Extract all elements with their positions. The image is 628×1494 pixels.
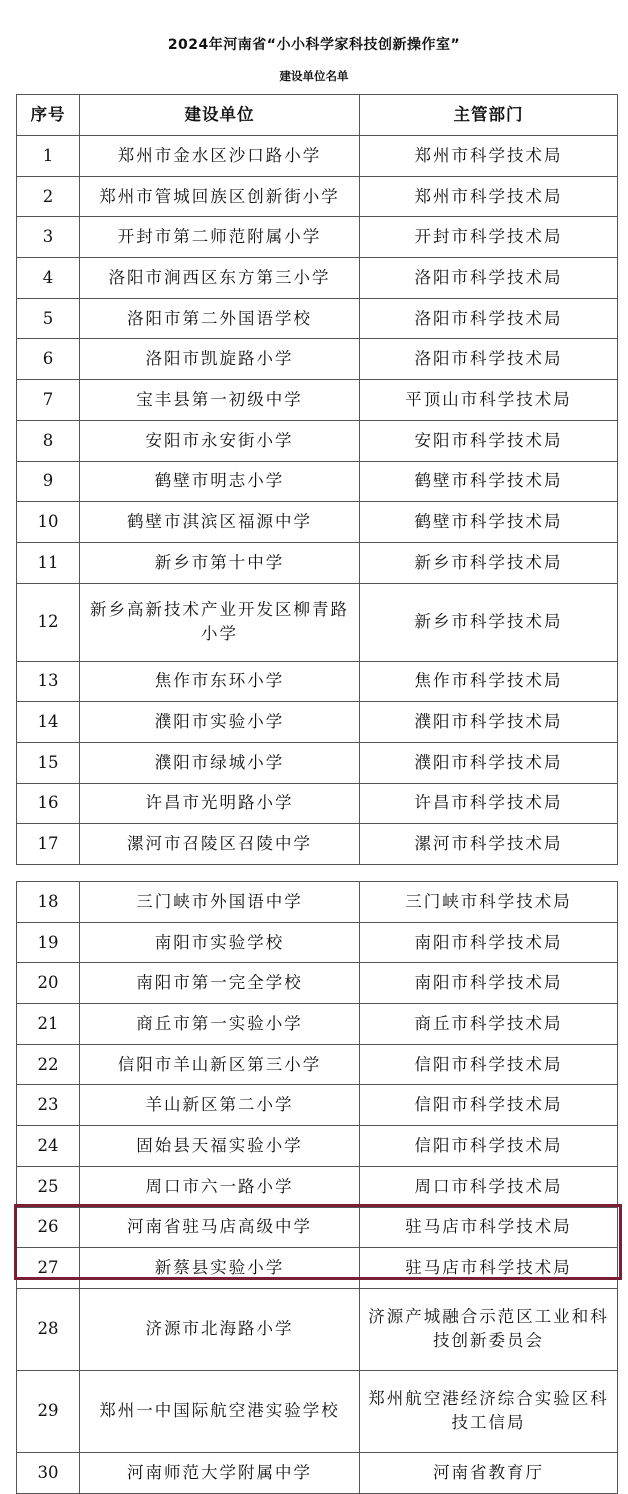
row-dept: 安阳市科学技术局 (360, 420, 618, 461)
table-row (17, 542, 618, 583)
column-header-no: 序号 (17, 95, 80, 136)
row-unit: 南阳市实验学校 (80, 922, 360, 963)
row-unit: 郑州市金水区沙口路小学 (80, 136, 360, 177)
row-number: 29 (17, 1370, 80, 1452)
row-dept: 济源产城融合示范区工业和科技创新委员会 (360, 1288, 618, 1370)
row-number: 21 (17, 1004, 80, 1045)
table-row (17, 1452, 618, 1493)
row-number: 16 (17, 783, 80, 824)
page-title: 2024年河南省“小小科学家科技创新操作室” (167, 37, 461, 53)
row-number: 15 (17, 742, 80, 783)
table-row (17, 502, 618, 543)
table-row (17, 1126, 618, 1167)
row-unit: 濮阳市实验小学 (80, 702, 360, 743)
table-row (17, 742, 618, 783)
row-dept: 漯河市科学技术局 (360, 824, 618, 865)
row-dept: 濮阳市科学技术局 (360, 742, 618, 783)
row-number: 19 (17, 922, 80, 963)
row-dept: 信阳市科学技术局 (360, 1085, 618, 1126)
table-row (17, 922, 618, 963)
table-row (17, 824, 618, 865)
row-dept: 焦作市科学技术局 (360, 661, 618, 702)
row-dept: 平顶山市科学技术局 (360, 380, 618, 421)
row-unit: 许昌市光明路小学 (80, 783, 360, 824)
row-dept: 新乡市科学技术局 (360, 542, 618, 583)
row-unit: 郑州市管城回族区创新街小学 (80, 176, 360, 217)
row-unit: 济源市北海路小学 (80, 1288, 360, 1370)
table-row (17, 583, 618, 661)
column-header-unit: 建设单位 (80, 95, 360, 136)
table-row (17, 783, 618, 824)
row-unit: 洛阳市凯旋路小学 (80, 339, 360, 380)
row-unit: 宝丰县第一初级中学 (80, 380, 360, 421)
row-dept: 洛阳市科学技术局 (360, 258, 618, 299)
row-unit: 漯河市召陵区召陵中学 (80, 824, 360, 865)
table-row (17, 1085, 618, 1126)
table-row (17, 176, 618, 217)
row-dept: 三门峡市科学技术局 (360, 882, 618, 923)
row-number: 10 (17, 502, 80, 543)
row-dept: 濮阳市科学技术局 (360, 702, 618, 743)
row-number: 28 (17, 1288, 80, 1370)
row-number: 4 (17, 258, 80, 299)
row-dept: 开封市科学技术局 (360, 217, 618, 258)
row-unit: 信阳市羊山新区第三小学 (80, 1044, 360, 1085)
table-row (17, 963, 618, 1004)
row-number: 22 (17, 1044, 80, 1085)
row-unit: 洛阳市涧西区东方第三小学 (80, 258, 360, 299)
row-dept: 河南省教育厅 (360, 1452, 618, 1493)
row-dept: 郑州市科学技术局 (360, 176, 618, 217)
row-number: 8 (17, 420, 80, 461)
row-dept: 洛阳市科学技术局 (360, 339, 618, 380)
row-dept: 郑州航空港经济综合实验区科技工信局 (360, 1370, 618, 1452)
row-number: 25 (17, 1166, 80, 1207)
row-unit: 河南省驻马店高级中学 (80, 1207, 360, 1248)
row-unit: 河南师范大学附属中学 (80, 1452, 360, 1493)
row-number: 18 (17, 882, 80, 923)
table-row (17, 420, 618, 461)
row-unit: 鹤壁市明志小学 (80, 461, 360, 502)
row-number: 1 (17, 136, 80, 177)
row-unit: 新蔡县实验小学 (80, 1248, 360, 1289)
table-row (17, 661, 618, 702)
table-row (17, 882, 618, 923)
row-number: 14 (17, 702, 80, 743)
row-unit: 固始县天福实验小学 (80, 1126, 360, 1167)
table-row (17, 1370, 618, 1452)
table-row (17, 1207, 618, 1248)
row-dept: 新乡市科学技术局 (360, 583, 618, 661)
row-dept: 信阳市科学技术局 (360, 1044, 618, 1085)
table-row (17, 461, 618, 502)
row-dept: 鹤壁市科学技术局 (360, 502, 618, 543)
row-dept: 许昌市科学技术局 (360, 783, 618, 824)
row-unit: 南阳市第一完全学校 (80, 963, 360, 1004)
page-subtitle: 建设单位名单 (279, 69, 349, 83)
row-dept: 郑州市科学技术局 (360, 136, 618, 177)
table-row (17, 298, 618, 339)
row-number: 30 (17, 1452, 80, 1493)
row-number: 17 (17, 824, 80, 865)
list-table-part-1 (16, 94, 618, 865)
row-number: 23 (17, 1085, 80, 1126)
row-dept: 周口市科学技术局 (360, 1166, 618, 1207)
row-unit: 郑州一中国际航空港实验学校 (80, 1370, 360, 1452)
table-row (17, 1004, 618, 1045)
row-unit: 濮阳市绿城小学 (80, 742, 360, 783)
row-dept: 信阳市科学技术局 (360, 1126, 618, 1167)
row-unit: 羊山新区第二小学 (80, 1085, 360, 1126)
list-table-part-2 (16, 881, 618, 1494)
column-header-dept: 主管部门 (360, 95, 618, 136)
row-dept: 驻马店市科学技术局 (360, 1248, 618, 1289)
row-unit: 鹤壁市淇滨区福源中学 (80, 502, 360, 543)
row-number: 11 (17, 542, 80, 583)
row-number: 5 (17, 298, 80, 339)
row-unit: 洛阳市第二外国语学校 (80, 298, 360, 339)
row-number: 20 (17, 963, 80, 1004)
row-dept: 商丘市科学技术局 (360, 1004, 618, 1045)
row-dept: 驻马店市科学技术局 (360, 1207, 618, 1248)
row-number: 24 (17, 1126, 80, 1167)
row-unit: 商丘市第一实验小学 (80, 1004, 360, 1045)
table-row (17, 136, 618, 177)
row-number: 7 (17, 380, 80, 421)
row-unit: 焦作市东环小学 (80, 661, 360, 702)
row-dept: 洛阳市科学技术局 (360, 298, 618, 339)
table-row (17, 258, 618, 299)
table-row (17, 1248, 618, 1289)
table-row (17, 1044, 618, 1085)
row-dept: 南阳市科学技术局 (360, 963, 618, 1004)
row-dept: 南阳市科学技术局 (360, 922, 618, 963)
row-number: 6 (17, 339, 80, 380)
row-number: 13 (17, 661, 80, 702)
table-row (17, 1166, 618, 1207)
table-row (17, 380, 618, 421)
row-unit: 新乡高新技术产业开发区柳青路小学 (80, 583, 360, 661)
table-row (17, 339, 618, 380)
row-unit: 周口市六一路小学 (80, 1166, 360, 1207)
row-number: 12 (17, 583, 80, 661)
row-unit: 新乡市第十中学 (80, 542, 360, 583)
table-row (17, 217, 618, 258)
row-number: 9 (17, 461, 80, 502)
row-unit: 三门峡市外国语中学 (80, 882, 360, 923)
table-row (17, 1288, 618, 1370)
table-row (17, 702, 618, 743)
row-number: 27 (17, 1248, 80, 1289)
row-unit: 开封市第二师范附属小学 (80, 217, 360, 258)
row-dept: 鹤壁市科学技术局 (360, 461, 618, 502)
row-unit: 安阳市永安街小学 (80, 420, 360, 461)
row-number: 26 (17, 1207, 80, 1248)
row-number: 2 (17, 176, 80, 217)
row-number: 3 (17, 217, 80, 258)
